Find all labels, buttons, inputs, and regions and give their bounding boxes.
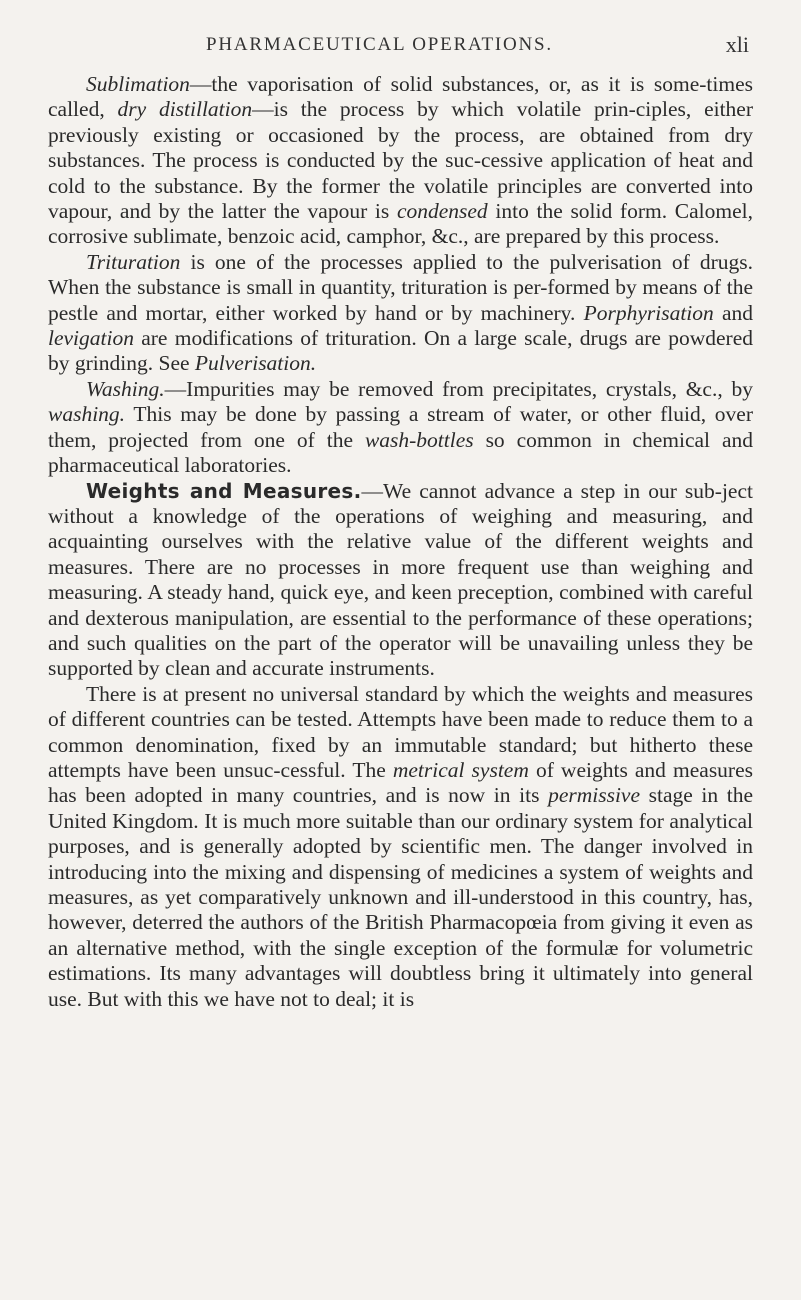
p1-text-1: —the vaporisation of solid substances, or, as it is some-times called, [48,72,753,122]
paragraph-sublimation [48,72,753,250]
term-washing: Washing. [86,376,165,401]
p3-text-2: This may be done by passing a stream of water, or other fluid, over them, projected from one of the [48,402,753,452]
term-metrical-system: metrical system [392,757,529,782]
term-wash-bottles: wash-bottles [364,427,474,452]
p5-text-1: There is at present no universal standard by which the weights and measures of different countries can be tested. Attempts have been made to reduce them to a common denomination, fixed by an immutable standard; but hitherto these attempts have been unsuc-cessful. The [48,681,753,782]
term-condensed: condensed [396,199,488,224]
page-number: xli [725,32,749,57]
running-head [0,30,801,58]
p5-text-2: of weights and measures has been adopted in many countries, and is now in its [48,757,753,808]
term-levigation: levigation [48,326,134,351]
p3-text-1: —Impurities may be removed from precipitates, crystals, &c., by [164,376,753,401]
p4-text-1: —We cannot advance a step in our sub-ject without a knowledge of the operations of weighing and measuring, and acquainting ourselves with the relative value of the different weights and measures. There are no processes in more frequent use than weighing and measuring. A steady hand, quick eye, and keen preception, combined with careful and dexterous manipulation, are essential to the performance of these operations; and such qualities on the part of the operator will be unavailing unless they be supported by clean and accurate instruments. [48,478,753,681]
paragraph-weights-and-measures [48,479,753,682]
cross-reference-pulverisation: Pulverisation. [194,351,317,376]
p3-text-3: so common in chemical and pharmaceutical laboratories. [48,427,753,478]
p2-text-3: are modifications of trituration. On a large scale, drugs are powdered by grinding. See [48,326,753,376]
term-sublimation: Sublimation [86,72,190,96]
term-permissive: permissive [548,783,641,808]
term-dry-distillation: dry distillation [117,97,253,122]
running-head-title: PHARMACEUTICAL OPERATIONS. [206,34,553,55]
term-washing-inline: washing. [48,402,126,427]
section-heading-weights-and-measures: Weights and Measures. [86,478,362,503]
body-text [48,72,753,1012]
p1-text-3: into the solid form. Calomel, corrosive sublimate, benzoic acid, camphor, &c., are prepared by this process. [48,199,753,249]
p1-text-2: —is the process by which volatile prin-ciples, either previously existing or occasioned by the process, are obtained from dry substances. The process is conducted by the suc-cessive application of heat and cold to the substance. By the former the volatile principles are converted into vapour, and by the latter the vapour is [48,97,754,224]
p5-text-3: stage in the United Kingdom. It is much more suitable than our ordinary system for analytical purposes, and is generally adopted by scientific men. The danger involved in introducing into the mixing and dispensing of medicines a system of weights and measures, as yet comparatively unknown and ill-understood in this country, has, however, deterred the authors of the British Pharmacopœia from giving it even as an alternative method, with the single exception of the formulæ for volumetric estimations. Its many advantages will doubtless bring it ultimately into general use. But with this we have not to deal; it is [48,783,753,1011]
paragraph-universal-standard [48,682,753,1012]
term-porphyrisation: Porphyrisation [583,300,714,325]
paragraph-trituration [48,250,753,377]
p2-text-1: is one of the processes applied to the pulverisation of drugs. When the substance is small in quantity, trituration is per-formed by means of the pestle and mortar, either worked by hand or by machinery. [48,249,753,325]
p2-text-2: and [713,300,753,325]
paragraph-washing [48,377,753,479]
term-trituration: Trituration [86,249,181,274]
